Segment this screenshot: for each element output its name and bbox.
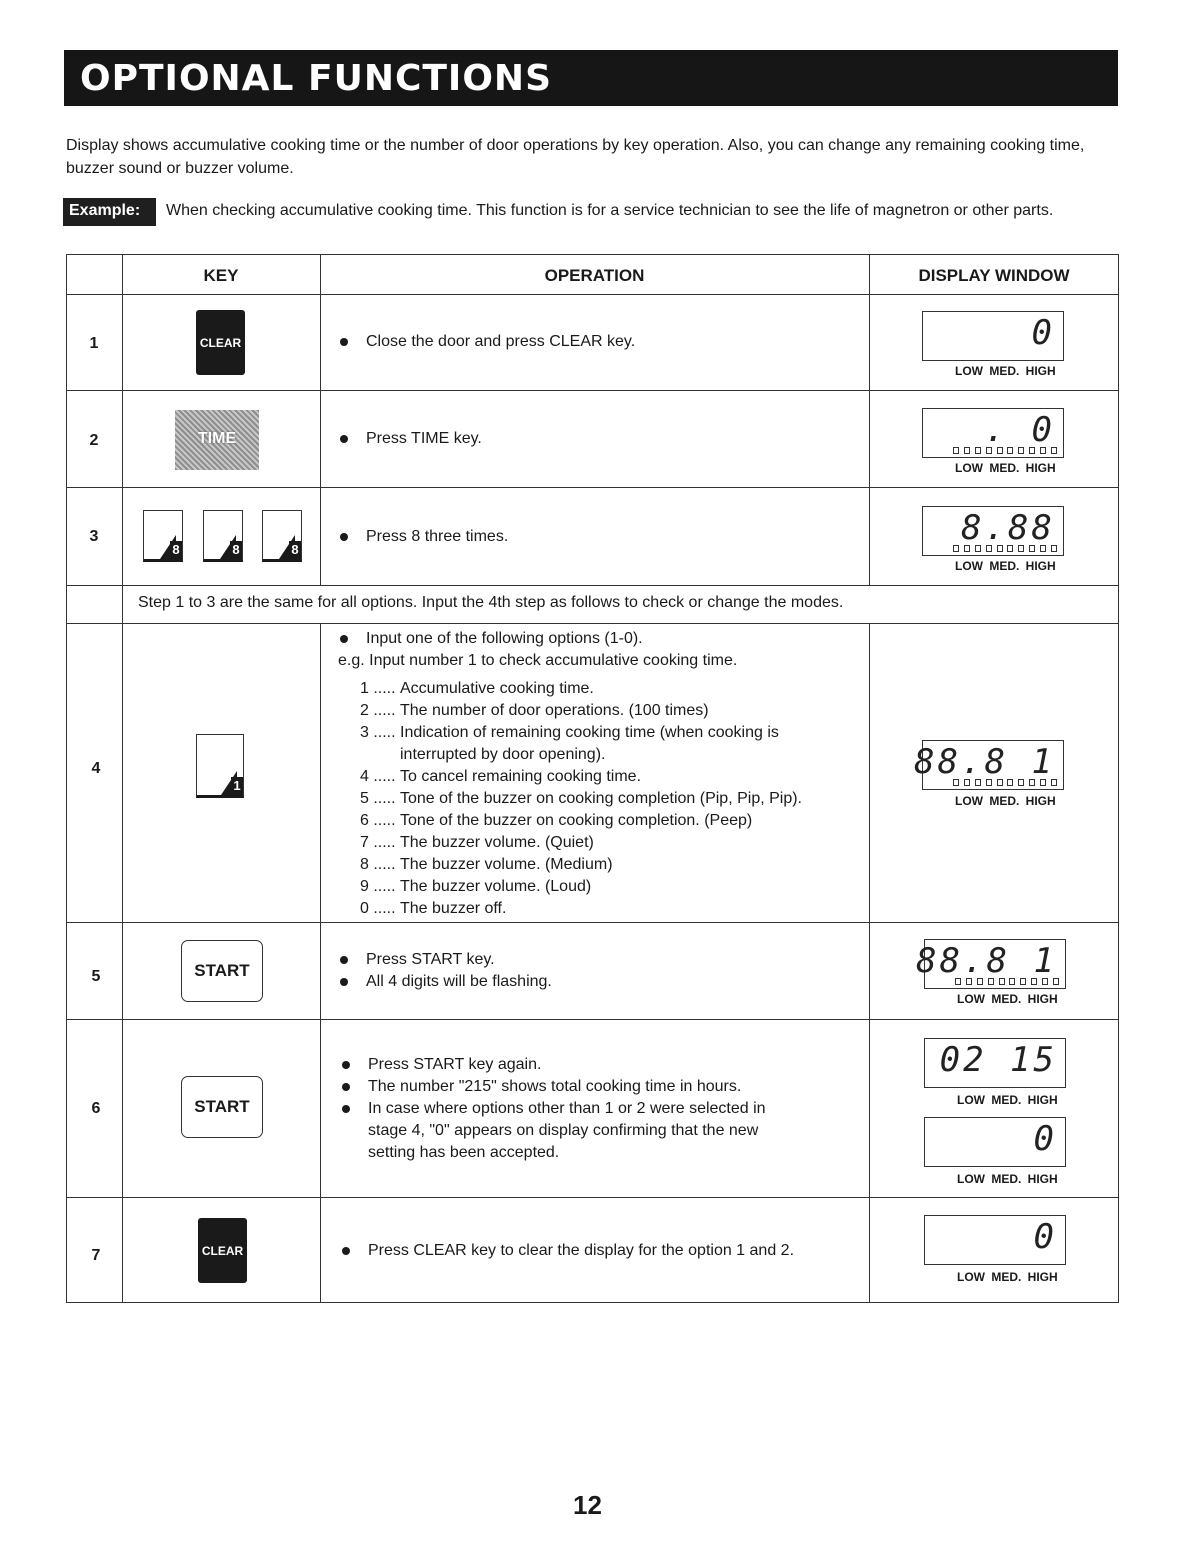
clear-key: CLEAR <box>196 310 245 375</box>
display-label: LOW MED. HIGH <box>957 1270 1058 1284</box>
display-digits: . 0 <box>984 410 1055 450</box>
display-digits: 0 <box>1033 1217 1057 1257</box>
step-number: 1 <box>89 335 99 352</box>
start-key: START <box>181 1076 263 1138</box>
bullet-icon <box>342 1247 350 1255</box>
display-label: LOW MED. HIGH <box>957 992 1058 1006</box>
indicator-row <box>953 779 1057 786</box>
list-item: 0 ..... The buzzer off. <box>360 900 507 917</box>
display-label: LOW MED. HIGH <box>955 559 1056 573</box>
title-bar <box>64 50 1118 106</box>
display-window <box>922 408 1064 458</box>
list-item: 4 ..... To cancel remaining cooking time. <box>360 768 642 785</box>
number-8-key: 8 <box>143 510 183 562</box>
step-operation: Press START key again. The number "215" shows total cooking time in hours. In case where options other than 1 or 2 were selected in stage 4, "0" appears on display confirming that the new setting has been accepted. <box>340 1054 766 1164</box>
display-digits: 0 <box>1031 313 1055 353</box>
display-digits: 02 15 <box>939 1040 1057 1080</box>
example-text: When checking accumulative cooking time. This function is for a service technician to see the life of magnetron or other parts. <box>166 202 1054 219</box>
header-display-window: DISPLAY WINDOW <box>918 266 1070 285</box>
number-8-key: 8 <box>203 510 243 562</box>
list-item: 6 ..... Tone of the buzzer on cooking completion. (Peep) <box>360 812 753 829</box>
step-number: 7 <box>91 1247 101 1264</box>
list-item: 5 ..... Tone of the buzzer on cooking completion (Pip, Pip, Pip). <box>360 790 802 807</box>
bullet-icon <box>340 435 348 443</box>
bullet-icon <box>340 635 348 643</box>
display-window <box>924 1117 1066 1167</box>
list-item: 1 ..... Accumulative cooking time. <box>360 680 594 697</box>
display-label: LOW MED. HIGH <box>955 461 1056 475</box>
list-item: 9 ..... The buzzer volume. (Loud) <box>360 878 592 895</box>
bullet-icon <box>340 533 348 541</box>
display-label: LOW MED. HIGH <box>957 1093 1058 1107</box>
display-label: LOW MED. HIGH <box>957 1172 1058 1186</box>
list-item: 8 ..... The buzzer volume. (Medium) <box>360 856 613 873</box>
bullet-icon <box>340 956 348 964</box>
steps-note: Step 1 to 3 are the same for all options. Input the 4th step as follows to check or change the modes. <box>138 594 844 611</box>
display-digits: 88.8 1 <box>914 742 1055 782</box>
step-operation: Press 8 three times. <box>338 526 508 548</box>
display-label: LOW MED. HIGH <box>955 364 1056 378</box>
indicator-row <box>953 447 1057 454</box>
step-operation: Press START key. All 4 digits will be flashing. <box>338 949 552 993</box>
page-number: 12 <box>573 1490 602 1520</box>
display-window <box>922 311 1064 361</box>
display-label: LOW MED. HIGH <box>955 794 1056 808</box>
display-digits: 8.88 <box>961 508 1055 548</box>
display-digits: 0 <box>1033 1119 1057 1159</box>
step-number: 2 <box>89 432 99 449</box>
time-key: TIME <box>175 410 259 470</box>
bullet-icon <box>342 1105 350 1113</box>
display-window <box>916 939 1066 989</box>
step-number: 6 <box>91 1100 101 1117</box>
indicator-row <box>953 545 1057 552</box>
list-item: 3 ..... Indication of remaining cooking time (when cooking is <box>360 724 779 741</box>
display-digits: 88.8 1 <box>916 941 1057 981</box>
step-number: 3 <box>89 528 99 545</box>
bullet-icon <box>340 978 348 986</box>
display-window <box>924 1215 1066 1265</box>
display-window <box>924 1038 1066 1088</box>
indicator-row <box>955 978 1059 985</box>
number-8-key: 8 <box>262 510 302 562</box>
list-item: interrupted by door opening). <box>400 746 606 763</box>
step-operation: Close the door and press CLEAR key. <box>338 331 635 353</box>
options-list <box>360 678 802 920</box>
bullet-icon <box>342 1061 350 1069</box>
header-key: KEY <box>203 266 239 285</box>
step-operation: Press CLEAR key to clear the display for the option 1 and 2. <box>340 1240 794 1262</box>
step-operation: Input one of the following options (1-0). e.g. Input number 1 to check accumulative cooking time. 1 ..... Accumulative cooking time. 2 ..... The number of door operations. (100 times) 3 ..... Indication of remaining cooking time (when cooking is interrupted by door opening). 4 ..... To cancel remaining cooking time. 5 ..... Tone of the buzzer on cooking completion (Pip, Pip, Pip). 6 ..... Tone of the buzzer on cooking completion. (Peep) 7 ..... The buzzer volume. (Quiet) 8 ..... The buzzer volume. (Medium) 9 ..... The buzzer volume. (Loud) 0 ..... The buzzer off. <box>338 628 802 920</box>
bullet-icon <box>342 1083 350 1091</box>
display-window <box>922 506 1064 556</box>
step-operation: Press TIME key. <box>338 428 482 450</box>
list-item: 7 ..... The buzzer volume. (Quiet) <box>360 834 594 851</box>
list-item: 2 ..... The number of door operations. (100 times) <box>360 702 709 719</box>
display-window <box>914 740 1064 790</box>
clear-key: CLEAR <box>198 1218 247 1283</box>
example-badge: Example: <box>63 198 156 226</box>
header-operation: OPERATION <box>544 266 645 285</box>
intro-text: Display shows accumulative cooking time or the number of door operations by key operation. Also, you can change any remaining cooking time, buzzer sound or buzzer volume. <box>66 137 1085 177</box>
bullet-icon <box>340 338 348 346</box>
start-key: START <box>181 940 263 1002</box>
step-number: 4 <box>91 760 101 777</box>
number-1-key: 1 <box>196 734 244 798</box>
page-title: OPTIONAL FUNCTIONS <box>80 58 552 99</box>
step-number: 5 <box>91 968 101 985</box>
